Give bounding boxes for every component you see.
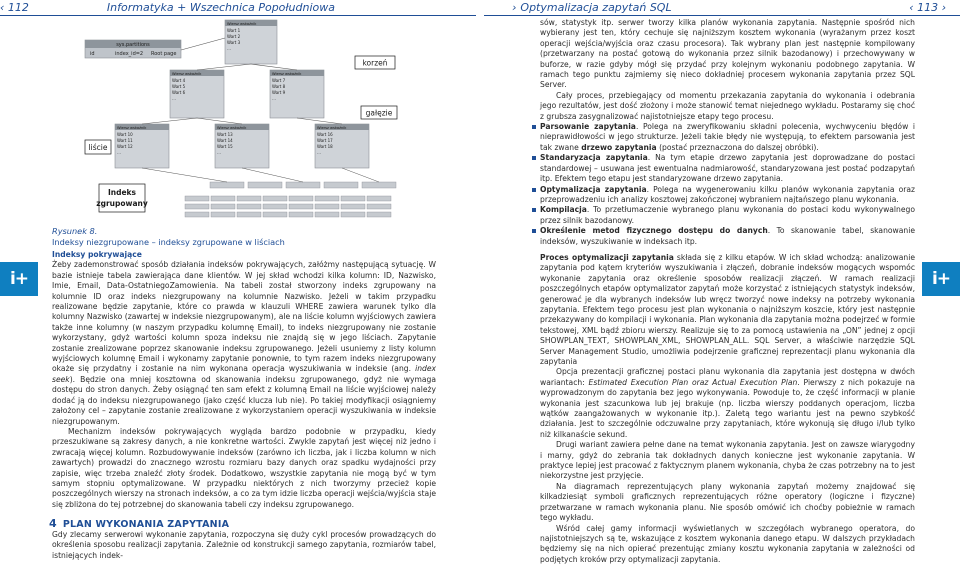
svg-text:Wart 17: Wart 17 [317, 138, 333, 143]
list-item: Kompilacja. To przetłumaczenie wybranego planu wykonania do postaci kodu wykonywalnego przez silnik bazodanowy. [540, 205, 915, 226]
svg-text:Wart 3: Wart 3 [227, 40, 241, 45]
chevron-left-icon: ‹ [0, 1, 4, 14]
leaf-page-2 [215, 124, 269, 168]
chapter-heading: 4 PLAN WYKONANIA ZAPYTANIA [49, 517, 229, 530]
bullet-icon [532, 188, 536, 192]
logo-right: i+ [922, 262, 960, 296]
paragraph: Wśród całej gamy informacji wyświetlanych w szczegółach wybranego operatora, do najistotniejszych są te, wskazujące z kosztem wykonania danego etapu. W dalszych przykładach będziemy się na nich opierać prezentując zmiany kosztu wykonania zapytania w zależności od podjętych kroków przy optymalizacji zapytania. [540, 524, 915, 565]
leaf-page-1 [115, 124, 169, 168]
page-number-left: ‹ 112 [0, 1, 29, 14]
list-item: Określenie metod fizycznego dostępu do danych. To skanowanie tabel, skanowanie indeksów, wyszukiwanie w indeksach itp. [540, 226, 915, 247]
label-leaf: liście [89, 143, 108, 152]
sys-partitions-table [85, 40, 181, 58]
section-heading: Indeksy pokrywające [52, 250, 436, 260]
svg-text:Wart 4: Wart 4 [172, 78, 186, 83]
svg-text:Wart 9: Wart 9 [272, 90, 286, 95]
right-body [540, 18, 915, 565]
running-title-left: Informatyka + Wszechnica Popołudniowa [107, 1, 335, 14]
leaf-page-3 [315, 124, 369, 168]
svg-text:…: … [227, 46, 231, 51]
steps-list [540, 122, 915, 247]
paragraph: Gdy zlecamy serwerowi wykonanie zapytania, rozpoczyna się duży cykl procesów prowadzących do określenia sposobu realizacji zapytania. Zależnie od konstrukcji samego zapytania, rozmiarów tabel, istniejących indek- [52, 530, 436, 561]
paragraph: Cały proces, przebiegający od momentu przekazania zapytania do wykonania i odebrania jego rezultatów, jest dość złożony i może stanowić temat niejednego wykładu. Postaramy się choć z grubsza zasygnalizować najistotniejsze etapy tego procesu. [540, 91, 915, 122]
paragraph: Opcja prezentacji graficznej postaci planu wykonania dla zapytania jest dostępna w dwóch wariantach: Estimated Execution Plan oraz Actual Execution Plan. Pierwszy z nich pokazuje na wyprowadzonym do zapytania bez jego wykonywania. Powoduje to, że część informacji w planie wykonania jest szacunkowa lub jej brakuje (np. liczba wierszy poddanych operacjom, liczba wątków zaangażowanych w wykonanie itp.). Zaletą tego wariantu jest na pewno szybkość działania. Jest to szczególnie odczuwalne przy zapytaniach, które wykonują się długo i/lub tylko niż kilkanaście sekund. [540, 367, 915, 440]
header-rule-left [0, 15, 476, 16]
running-header-right [484, 0, 960, 14]
svg-text:Wiersz wskaźnik: Wiersz wskaźnik [217, 126, 247, 130]
svg-text:Wiersz wskaźnik: Wiersz wskaźnik [172, 72, 202, 76]
running-header-left [0, 0, 476, 14]
svg-text:…: … [317, 150, 321, 155]
svg-text:Wart 5: Wart 5 [172, 84, 186, 89]
bullet-icon [532, 125, 536, 129]
svg-text:Wart 7: Wart 7 [272, 78, 286, 83]
svg-text:id: id [90, 51, 95, 57]
list-item: Standaryzacja zapytania. Na tym etapie drzewo zapytania jest doprowadzane do postaci standardowej – usuwana jest ewentualna nadmiarowość, standaryzowana jest postać podzapytań itp. Efektem tego etapu jest standaryzowane drzewo zapytania. [540, 153, 915, 184]
paragraph: Na diagramach reprezentujących plany wykonania zapytań możemy znajdować się kilkadziesiąt symboli graficznych reprezentujących różne operatory (logiczne i fizyczne) przetwarzane w ramach wykonania planu. Nie sposób omówić ich choćby pobieżnie w ramach tego wykładu. [540, 482, 915, 524]
running-title-right: Optymalizacja zapytań SQL [520, 1, 671, 14]
svg-text:Root page: Root page [151, 51, 176, 57]
label-clustered-2: zgrupowany [96, 199, 148, 208]
svg-text:Wart 14: Wart 14 [217, 138, 233, 143]
svg-text:Wiersz wskaźnik: Wiersz wskaźnik [227, 22, 257, 26]
svg-text:Wart 6: Wart 6 [172, 90, 186, 95]
svg-text:Wiersz wskaźnik: Wiersz wskaźnik [317, 126, 347, 130]
page-number-right: ‹ 113 › [909, 1, 946, 14]
header-rule-right [484, 15, 960, 16]
svg-text:Wiersz wskaźnik: Wiersz wskaźnik [272, 72, 302, 76]
svg-text:…: … [117, 150, 121, 155]
svg-text:Wart 16: Wart 16 [317, 132, 333, 137]
label-clustered-1: Indeks [108, 188, 137, 197]
left-body [52, 250, 436, 510]
paragraph: Mechanizm indeksów pokrywających wygląda bardzo podobnie w przypadku, kiedy przeszukiwane są zakresy danych, a nie konkretne wartości. Zwykle zapytań jest więcej niż jedno i zwracają więcej kolumn. Rozbudowywanie indeksów (zarówno ich liczba, jak i liczba kolumn w nich zawartych) prowadzi do znacznego wzrostu rozmiaru bazy danych oraz spadku wydajności przy zapisie, więc trzeba znaleźć złoty środek. Dodatkowo, wszystkie zapytania nie mogą być w tym samym stopniu optymalizowane. W przypadku niektórych z nich tworzymy przecież kopie poszczególnych wierszy na stronach indeksów, a co za tym idzie liczba operacji wejścia/wyjścia staje się zbliżona do tej potrzebnej do skanowania tabeli czy indeksu zgrupowanego. [52, 427, 436, 510]
branch-page-left [170, 70, 224, 118]
svg-text:Wart 15: Wart 15 [217, 144, 233, 149]
svg-text:Wart 8: Wart 8 [272, 84, 286, 89]
svg-text:…: … [172, 96, 176, 101]
svg-text:Wart 2: Wart 2 [227, 34, 241, 39]
label-root: korzeń [362, 59, 387, 68]
svg-text:…: … [272, 96, 276, 101]
figure-caption: Rysunek 8. Indeksy niezgrupowane – indeksy zgrupowane w liściach [52, 226, 432, 248]
bullet-icon [532, 156, 536, 160]
paragraph: Proces optymalizacji zapytania składa się z kilku etapów. W ich skład wchodzą: analizowanie zapytania pod kątem kryteriów wyszukiwania i złączeń, dobranie indeksów mogących wspomóc wykonanie zapytania oraz określenie sposobów realizacji złączeń. W ramach realizacji poszczególnych etapów optymalizator zapytań może korzystać z istniejących statystyk indeksów, generować je dla wybranych indeksów lub wręcz tworzyć nowe indeksy na potrzeby wykonania zapytania. Efektem tego procesu jest plan wykonania o najniższym koszcie, który jest następnie przekazywany do kompilacji i wykonania. Plan wykonania dla zapytania można podejrzeć w formie tekstowej, XML bądź zbioru wierszy. Realizuje się to za pomocą ustawienia na „ON” jednej z opcji SHOWPLAN_TEXT, SHOWPLAN_XML, SHOWPLAN_ALL. SQL Server, a właściwie narzędzie SQL Server Management Studio, umożliwia podejrzenie graficznej reprezentacji planu wykonania dla zapytania [540, 253, 915, 367]
svg-text:Wart 18: Wart 18 [317, 144, 333, 149]
logo-left: i+ [0, 262, 38, 296]
paragraph: sów, statystyk itp. serwer tworzy kilka planów wykonania zapytania. Następnie spośród nich wybierany jest ten, który cechuje się najniższym kosztem wykonania (wyrażanym przez koszt operacji wejścia/wyjścia oraz czasu procesora). Tak wybrany plan jest następnie kompilowany (przetwarzany na postać gotową do wykonania przez silnik bazodanowy) i przechowywany w buforze, w razie gdyby mógł się przydać przy kolejnym wykonaniu podobnego zapytania. W ramach tego punktu zajmiemy się nieco dokładniej procesem wykonania zapytania przez SQL Server. [540, 18, 915, 91]
paragraph: Drugi wariant zawiera pełne dane na temat wykonania zapytania. Jest on zawsze wiarygodny i marny, gdyż do zebrania tak dokładnych danych konieczne jest wykonanie zapytania. W praktyce lepiej jest pracować z faktycznym planem wykonania, chyba że czas potrzebny na to jest niekorzystne jest przyjęcie. [540, 440, 915, 482]
branch-page-right [270, 70, 324, 118]
paragraph: Żeby zademonstrować sposób działania indeksów pokrywających, załóżmy następującą sytuację. W bazie istnieje tabela zawierająca dane klientów. W jej skład wchodzi kilka kolumn: ID, Nazwisko, Imie, Email, Data-OstatniegoZamowienia. Na tabeli został stworzony indeks zgrupowany na kolumnie ID oraz indeks niezgrupowany na kolumnie Nazwisko. Jeżeli w takim przypadku realizowane będzie zapytanie, które co prawda w klauzuli WHERE zawiera warunek tylko dla kolumny Nazwisko (zawartej w indeksie niezgrupowanym), ale na liście kolumn wyjściowych zawiera także inne kolumny (w naszym przypadku kolumnę Email), to indeks niezgrupowany nie zostanie wykorzystany, gdyż wartości kolumn spoza indeksu nie znajdą się w jego liściach. Zapytanie zostanie zrealizowane poprzez skanowanie indeksu zgrupowanego. Jeżeli usuniemy z listy kolumn wyjściowych kolumnę Email i wykonamy zapytanie ponownie, to tym razem indeks niezgrupowany okaże się przydatny i zostanie na nim wykonana operacja wyszukiwania w indeksie (ang. index seek). Będzie ona mniej kosztowna od skanowania indeksu zgrupowanego, gdyż nie wymaga dostępu do stron danych. Żeby osiągnąć ten sam efekt z kolumną Email na liście wyjściowej należy dodać ją do indeksu niezgrupowanego (jako część klucza lub nie). Po takiej modyfikacji osiągniemy założony cel – zapytanie zostanie zrealizowane z wykorzystaniem operacji wyszukiwania w indeksie niezgrupowanym. [52, 260, 436, 427]
svg-text:index_id=2: index_id=2 [115, 51, 143, 57]
list-item: Optymalizacja zapytania. Polega na wygenerowaniu kilku planów wykonania zapytania oraz przeprowadzeniu ich analizy kosztowej zakończonej wybraniem najtańszego planu wykonania. [540, 185, 915, 206]
svg-text:…: … [217, 150, 221, 155]
svg-text:Wiersz wskaźnik: Wiersz wskaźnik [117, 126, 147, 130]
label-branch: gałęzie [366, 109, 393, 118]
svg-text:Wart 10: Wart 10 [117, 132, 133, 137]
chevron-right-icon: › [512, 1, 516, 14]
svg-text:Wart 1: Wart 1 [227, 28, 241, 33]
svg-text:Wart 12: Wart 12 [117, 144, 133, 149]
root-page [225, 20, 277, 64]
bullet-icon [532, 208, 536, 212]
svg-text:Wart 13: Wart 13 [217, 132, 233, 137]
list-item: Parsowanie zapytania. Polega na zweryfikowaniu składni polecenia, wychwyceniu błędów i nieprawidłowości w jego strukturze. Jeżeli takie błędy nie występują, to efektem parsowania jest tak zwane drzewo zapytania (postać przeznaczona do dalszej obróbki). [540, 122, 915, 153]
index-diagram [85, 18, 437, 228]
svg-text:Wart 11: Wart 11 [117, 138, 133, 143]
sys-partitions-title: sys.partitions [116, 42, 150, 48]
bullet-icon [532, 229, 536, 233]
